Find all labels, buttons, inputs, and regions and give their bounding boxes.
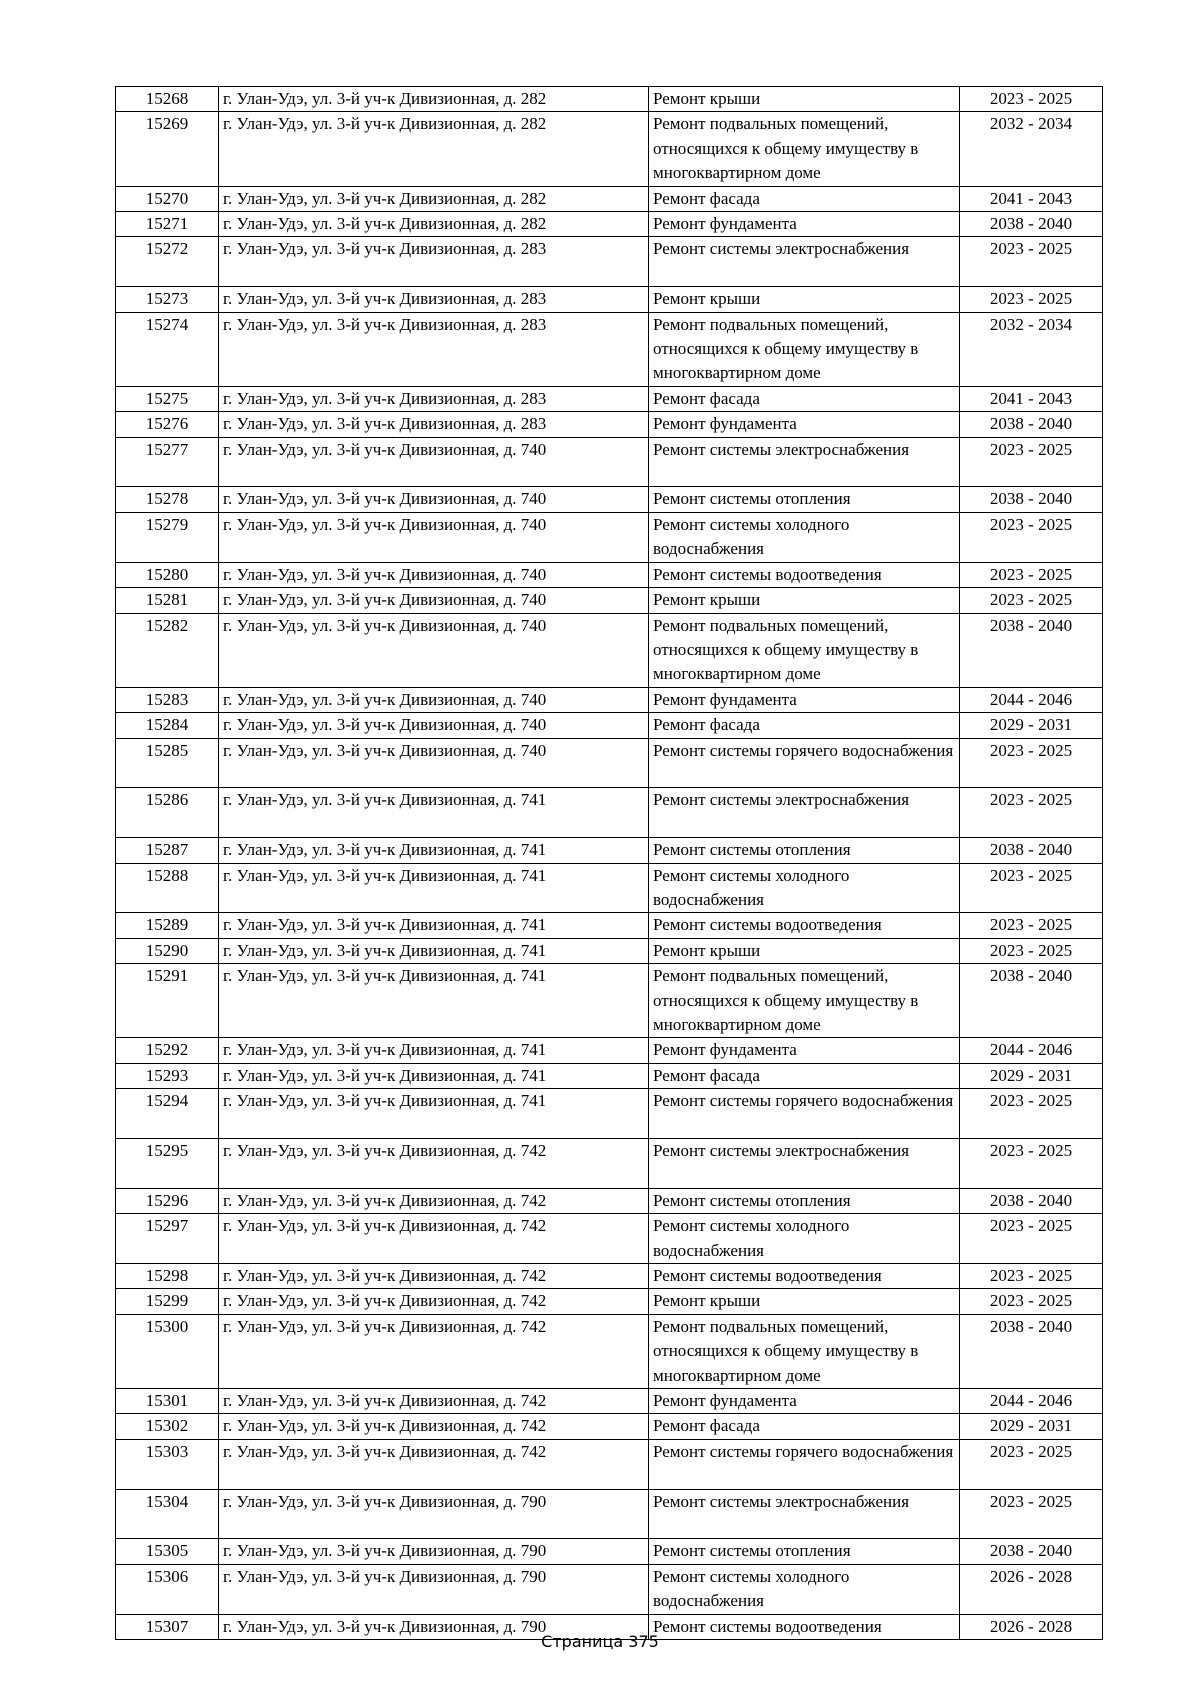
period-cell: 2023 - 2025 bbox=[960, 87, 1103, 112]
table-body bbox=[116, 87, 1103, 1640]
address-cell: г. Улан-Удэ, ул. 3-й уч-к Дивизионная, д. 282 bbox=[219, 112, 649, 186]
row-number-cell: 15300 bbox=[116, 1314, 219, 1388]
period-cell: 2038 - 2040 bbox=[960, 487, 1103, 512]
address-cell: г. Улан-Удэ, ул. 3-й уч-к Дивизионная, д. 282 bbox=[219, 186, 649, 211]
table-row bbox=[116, 1289, 1103, 1314]
work-type-cell: Ремонт системы электроснабжения bbox=[649, 437, 960, 487]
work-type-cell: Ремонт фундамента bbox=[649, 1038, 960, 1063]
table-row bbox=[116, 1188, 1103, 1213]
table-row bbox=[116, 562, 1103, 587]
address-cell: г. Улан-Удэ, ул. 3-й уч-к Дивизионная, д. 282 bbox=[219, 87, 649, 112]
work-type-cell: Ремонт системы холодного водоснабжения bbox=[649, 1564, 960, 1614]
table-row bbox=[116, 487, 1103, 512]
row-number-cell: 15270 bbox=[116, 186, 219, 211]
row-number-cell: 15307 bbox=[116, 1614, 219, 1639]
row-number-cell: 15279 bbox=[116, 512, 219, 562]
work-type-cell: Ремонт подвальных помещений, относящихся к общему имуществу в многоквартирном доме bbox=[649, 964, 960, 1038]
row-number-cell: 15305 bbox=[116, 1539, 219, 1564]
work-type-cell: Ремонт системы электроснабжения bbox=[649, 1489, 960, 1539]
period-cell: 2026 - 2028 bbox=[960, 1614, 1103, 1639]
work-type-cell: Ремонт системы электроснабжения bbox=[649, 788, 960, 838]
work-type-cell: Ремонт подвальных помещений, относящихся к общему имуществу в многоквартирном доме bbox=[649, 312, 960, 386]
period-cell: 2023 - 2025 bbox=[960, 588, 1103, 613]
table-row bbox=[116, 87, 1103, 112]
work-type-cell: Ремонт подвальных помещений, относящихся к общему имуществу в многоквартирном доме bbox=[649, 112, 960, 186]
row-number-cell: 15296 bbox=[116, 1188, 219, 1213]
table-row bbox=[116, 186, 1103, 211]
address-cell: г. Улан-Удэ, ул. 3-й уч-к Дивизионная, д. 742 bbox=[219, 1414, 649, 1439]
row-number-cell: 15306 bbox=[116, 1564, 219, 1614]
address-cell: г. Улан-Удэ, ул. 3-й уч-к Дивизионная, д. 742 bbox=[219, 1439, 649, 1489]
address-cell: г. Улан-Удэ, ул. 3-й уч-к Дивизионная, д. 740 bbox=[219, 437, 649, 487]
work-type-cell: Ремонт фундамента bbox=[649, 412, 960, 437]
work-type-cell: Ремонт крыши bbox=[649, 588, 960, 613]
row-number-cell: 15278 bbox=[116, 487, 219, 512]
address-cell: г. Улан-Удэ, ул. 3-й уч-к Дивизионная, д. 283 bbox=[219, 287, 649, 312]
table-row bbox=[116, 1089, 1103, 1139]
period-cell: 2041 - 2043 bbox=[960, 386, 1103, 411]
address-cell: г. Улан-Удэ, ул. 3-й уч-к Дивизионная, д. 283 bbox=[219, 412, 649, 437]
table-row bbox=[116, 437, 1103, 487]
period-cell: 2023 - 2025 bbox=[960, 1289, 1103, 1314]
work-type-cell: Ремонт системы горячего водоснабжения bbox=[649, 1089, 960, 1139]
row-number-cell: 15293 bbox=[116, 1063, 219, 1088]
work-type-cell: Ремонт системы холодного водоснабжения bbox=[649, 863, 960, 913]
address-cell: г. Улан-Удэ, ул. 3-й уч-к Дивизионная, д. 740 bbox=[219, 487, 649, 512]
table-row bbox=[116, 1063, 1103, 1088]
period-cell: 2029 - 2031 bbox=[960, 1063, 1103, 1088]
address-cell: г. Улан-Удэ, ул. 3-й уч-к Дивизионная, д. 741 bbox=[219, 838, 649, 863]
work-type-cell: Ремонт системы водоотведения bbox=[649, 1264, 960, 1289]
work-type-cell: Ремонт фасада bbox=[649, 713, 960, 738]
address-cell: г. Улан-Удэ, ул. 3-й уч-к Дивизионная, д. 790 bbox=[219, 1614, 649, 1639]
period-cell: 2023 - 2025 bbox=[960, 512, 1103, 562]
address-cell: г. Улан-Удэ, ул. 3-й уч-к Дивизионная, д. 283 bbox=[219, 312, 649, 386]
row-number-cell: 15277 bbox=[116, 437, 219, 487]
address-cell: г. Улан-Удэ, ул. 3-й уч-к Дивизионная, д. 741 bbox=[219, 938, 649, 963]
address-cell: г. Улан-Удэ, ул. 3-й уч-к Дивизионная, д. 741 bbox=[219, 1038, 649, 1063]
work-type-cell: Ремонт системы водоотведения bbox=[649, 562, 960, 587]
row-number-cell: 15284 bbox=[116, 713, 219, 738]
address-cell: г. Улан-Удэ, ул. 3-й уч-к Дивизионная, д. 742 bbox=[219, 1314, 649, 1388]
period-cell: 2023 - 2025 bbox=[960, 1214, 1103, 1264]
table-row bbox=[116, 863, 1103, 913]
period-cell: 2038 - 2040 bbox=[960, 964, 1103, 1038]
address-cell: г. Улан-Удэ, ул. 3-й уч-к Дивизионная, д. 790 bbox=[219, 1539, 649, 1564]
row-number-cell: 15298 bbox=[116, 1264, 219, 1289]
period-cell: 2038 - 2040 bbox=[960, 412, 1103, 437]
table-row bbox=[116, 1564, 1103, 1614]
period-cell: 2038 - 2040 bbox=[960, 838, 1103, 863]
table-row bbox=[116, 1038, 1103, 1063]
row-number-cell: 15290 bbox=[116, 938, 219, 963]
period-cell: 2023 - 2025 bbox=[960, 1089, 1103, 1139]
table-row bbox=[116, 1314, 1103, 1388]
period-cell: 2044 - 2046 bbox=[960, 1038, 1103, 1063]
period-cell: 2038 - 2040 bbox=[960, 613, 1103, 687]
table-row bbox=[116, 1489, 1103, 1539]
period-cell: 2041 - 2043 bbox=[960, 186, 1103, 211]
address-cell: г. Улан-Удэ, ул. 3-й уч-к Дивизионная, д. 741 bbox=[219, 964, 649, 1038]
table-row bbox=[116, 1264, 1103, 1289]
address-cell: г. Улан-Удэ, ул. 3-й уч-к Дивизионная, д. 740 bbox=[219, 713, 649, 738]
work-type-cell: Ремонт подвальных помещений, относящихся к общему имуществу в многоквартирном доме bbox=[649, 1314, 960, 1388]
row-number-cell: 15269 bbox=[116, 112, 219, 186]
row-number-cell: 15303 bbox=[116, 1439, 219, 1489]
table-row bbox=[116, 713, 1103, 738]
table-row bbox=[116, 386, 1103, 411]
table-row bbox=[116, 588, 1103, 613]
address-cell: г. Улан-Удэ, ул. 3-й уч-к Дивизионная, д. 742 bbox=[219, 1389, 649, 1414]
work-type-cell: Ремонт системы отопления bbox=[649, 1539, 960, 1564]
work-type-cell: Ремонт крыши bbox=[649, 87, 960, 112]
address-cell: г. Улан-Удэ, ул. 3-й уч-к Дивизионная, д. 741 bbox=[219, 1063, 649, 1088]
work-type-cell: Ремонт системы горячего водоснабжения bbox=[649, 738, 960, 788]
address-cell: г. Улан-Удэ, ул. 3-й уч-к Дивизионная, д. 740 bbox=[219, 512, 649, 562]
row-number-cell: 15271 bbox=[116, 212, 219, 237]
table-row bbox=[116, 1439, 1103, 1489]
period-cell: 2023 - 2025 bbox=[960, 237, 1103, 287]
repair-schedule-table bbox=[115, 86, 1103, 1640]
row-number-cell: 15273 bbox=[116, 287, 219, 312]
work-type-cell: Ремонт системы электроснабжения bbox=[649, 237, 960, 287]
table-row bbox=[116, 1138, 1103, 1188]
work-type-cell: Ремонт системы водоотведения bbox=[649, 913, 960, 938]
work-type-cell: Ремонт фасада bbox=[649, 1063, 960, 1088]
table-row bbox=[116, 212, 1103, 237]
period-cell: 2023 - 2025 bbox=[960, 938, 1103, 963]
table-row bbox=[116, 687, 1103, 712]
table-row bbox=[116, 1539, 1103, 1564]
row-number-cell: 15276 bbox=[116, 412, 219, 437]
work-type-cell: Ремонт системы отопления bbox=[649, 838, 960, 863]
period-cell: 2029 - 2031 bbox=[960, 713, 1103, 738]
row-number-cell: 15297 bbox=[116, 1214, 219, 1264]
period-cell: 2023 - 2025 bbox=[960, 1439, 1103, 1489]
address-cell: г. Улан-Удэ, ул. 3-й уч-к Дивизионная, д. 790 bbox=[219, 1564, 649, 1614]
work-type-cell: Ремонт крыши bbox=[649, 287, 960, 312]
period-cell: 2032 - 2034 bbox=[960, 312, 1103, 386]
work-type-cell: Ремонт фасада bbox=[649, 386, 960, 411]
page-number: Страница 375 bbox=[541, 1632, 659, 1651]
row-number-cell: 15272 bbox=[116, 237, 219, 287]
address-cell: г. Улан-Удэ, ул. 3-й уч-к Дивизионная, д. 740 bbox=[219, 613, 649, 687]
address-cell: г. Улан-Удэ, ул. 3-й уч-к Дивизионная, д. 742 bbox=[219, 1138, 649, 1188]
address-cell: г. Улан-Удэ, ул. 3-й уч-к Дивизионная, д. 742 bbox=[219, 1264, 649, 1289]
work-type-cell: Ремонт подвальных помещений, относящихся к общему имуществу в многоквартирном доме bbox=[649, 613, 960, 687]
row-number-cell: 15274 bbox=[116, 312, 219, 386]
table-row bbox=[116, 1214, 1103, 1264]
row-number-cell: 15288 bbox=[116, 863, 219, 913]
work-type-cell: Ремонт фундамента bbox=[649, 212, 960, 237]
table-row bbox=[116, 237, 1103, 287]
row-number-cell: 15304 bbox=[116, 1489, 219, 1539]
row-number-cell: 15275 bbox=[116, 386, 219, 411]
period-cell: 2023 - 2025 bbox=[960, 913, 1103, 938]
work-type-cell: Ремонт системы холодного водоснабжения bbox=[649, 1214, 960, 1264]
address-cell: г. Улан-Удэ, ул. 3-й уч-к Дивизионная, д. 741 bbox=[219, 913, 649, 938]
work-type-cell: Ремонт системы водоотведения bbox=[649, 1614, 960, 1639]
row-number-cell: 15294 bbox=[116, 1089, 219, 1139]
period-cell: 2023 - 2025 bbox=[960, 1264, 1103, 1289]
row-number-cell: 15292 bbox=[116, 1038, 219, 1063]
address-cell: г. Улан-Удэ, ул. 3-й уч-к Дивизионная, д. 283 bbox=[219, 386, 649, 411]
row-number-cell: 15295 bbox=[116, 1138, 219, 1188]
table-row bbox=[116, 938, 1103, 963]
table-row bbox=[116, 1414, 1103, 1439]
table-row bbox=[116, 838, 1103, 863]
period-cell: 2029 - 2031 bbox=[960, 1414, 1103, 1439]
address-cell: г. Улан-Удэ, ул. 3-й уч-к Дивизионная, д. 741 bbox=[219, 1089, 649, 1139]
address-cell: г. Улан-Удэ, ул. 3-й уч-к Дивизионная, д. 741 bbox=[219, 788, 649, 838]
work-type-cell: Ремонт крыши bbox=[649, 1289, 960, 1314]
row-number-cell: 15280 bbox=[116, 562, 219, 587]
period-cell: 2023 - 2025 bbox=[960, 863, 1103, 913]
period-cell: 2032 - 2034 bbox=[960, 112, 1103, 186]
table-row bbox=[116, 964, 1103, 1038]
row-number-cell: 15285 bbox=[116, 738, 219, 788]
row-number-cell: 15268 bbox=[116, 87, 219, 112]
period-cell: 2038 - 2040 bbox=[960, 212, 1103, 237]
table-row bbox=[116, 412, 1103, 437]
address-cell: г. Улан-Удэ, ул. 3-й уч-к Дивизионная, д. 790 bbox=[219, 1489, 649, 1539]
row-number-cell: 15302 bbox=[116, 1414, 219, 1439]
address-cell: г. Улан-Удэ, ул. 3-й уч-к Дивизионная, д. 283 bbox=[219, 237, 649, 287]
work-type-cell: Ремонт крыши bbox=[649, 938, 960, 963]
period-cell: 2023 - 2025 bbox=[960, 738, 1103, 788]
period-cell: 2023 - 2025 bbox=[960, 437, 1103, 487]
address-cell: г. Улан-Удэ, ул. 3-й уч-к Дивизионная, д. 742 bbox=[219, 1188, 649, 1213]
work-type-cell: Ремонт фасада bbox=[649, 186, 960, 211]
period-cell: 2038 - 2040 bbox=[960, 1539, 1103, 1564]
address-cell: г. Улан-Удэ, ул. 3-й уч-к Дивизионная, д. 741 bbox=[219, 863, 649, 913]
work-type-cell: Ремонт фасада bbox=[649, 1414, 960, 1439]
table-row bbox=[116, 913, 1103, 938]
period-cell: 2023 - 2025 bbox=[960, 287, 1103, 312]
row-number-cell: 15287 bbox=[116, 838, 219, 863]
work-type-cell: Ремонт фундамента bbox=[649, 1389, 960, 1414]
period-cell: 2026 - 2028 bbox=[960, 1564, 1103, 1614]
address-cell: г. Улан-Удэ, ул. 3-й уч-к Дивизионная, д. 742 bbox=[219, 1214, 649, 1264]
work-type-cell: Ремонт системы электроснабжения bbox=[649, 1138, 960, 1188]
row-number-cell: 15286 bbox=[116, 788, 219, 838]
address-cell: г. Улан-Удэ, ул. 3-й уч-к Дивизионная, д. 740 bbox=[219, 588, 649, 613]
table-row bbox=[116, 312, 1103, 386]
address-cell: г. Улан-Удэ, ул. 3-й уч-к Дивизионная, д. 740 bbox=[219, 562, 649, 587]
address-cell: г. Улан-Удэ, ул. 3-й уч-к Дивизионная, д. 282 bbox=[219, 212, 649, 237]
table-row bbox=[116, 512, 1103, 562]
address-cell: г. Улан-Удэ, ул. 3-й уч-к Дивизионная, д. 740 bbox=[219, 738, 649, 788]
period-cell: 2023 - 2025 bbox=[960, 1138, 1103, 1188]
table-row bbox=[116, 738, 1103, 788]
work-type-cell: Ремонт системы горячего водоснабжения bbox=[649, 1439, 960, 1489]
row-number-cell: 15281 bbox=[116, 588, 219, 613]
period-cell: 2044 - 2046 bbox=[960, 1389, 1103, 1414]
address-cell: г. Улан-Удэ, ул. 3-й уч-к Дивизионная, д. 740 bbox=[219, 687, 649, 712]
period-cell: 2038 - 2040 bbox=[960, 1188, 1103, 1213]
row-number-cell: 15289 bbox=[116, 913, 219, 938]
table-row bbox=[116, 613, 1103, 687]
table-row bbox=[116, 1389, 1103, 1414]
row-number-cell: 15301 bbox=[116, 1389, 219, 1414]
row-number-cell: 15291 bbox=[116, 964, 219, 1038]
work-type-cell: Ремонт системы отопления bbox=[649, 1188, 960, 1213]
work-type-cell: Ремонт системы отопления bbox=[649, 487, 960, 512]
work-type-cell: Ремонт системы холодного водоснабжения bbox=[649, 512, 960, 562]
work-type-cell: Ремонт фундамента bbox=[649, 687, 960, 712]
period-cell: 2023 - 2025 bbox=[960, 788, 1103, 838]
period-cell: 2023 - 2025 bbox=[960, 562, 1103, 587]
period-cell: 2038 - 2040 bbox=[960, 1314, 1103, 1388]
address-cell: г. Улан-Удэ, ул. 3-й уч-к Дивизионная, д. 742 bbox=[219, 1289, 649, 1314]
row-number-cell: 15299 bbox=[116, 1289, 219, 1314]
table-row bbox=[116, 287, 1103, 312]
period-cell: 2023 - 2025 bbox=[960, 1489, 1103, 1539]
table-row bbox=[116, 112, 1103, 186]
period-cell: 2044 - 2046 bbox=[960, 687, 1103, 712]
row-number-cell: 15282 bbox=[116, 613, 219, 687]
row-number-cell: 15283 bbox=[116, 687, 219, 712]
table-row bbox=[116, 788, 1103, 838]
